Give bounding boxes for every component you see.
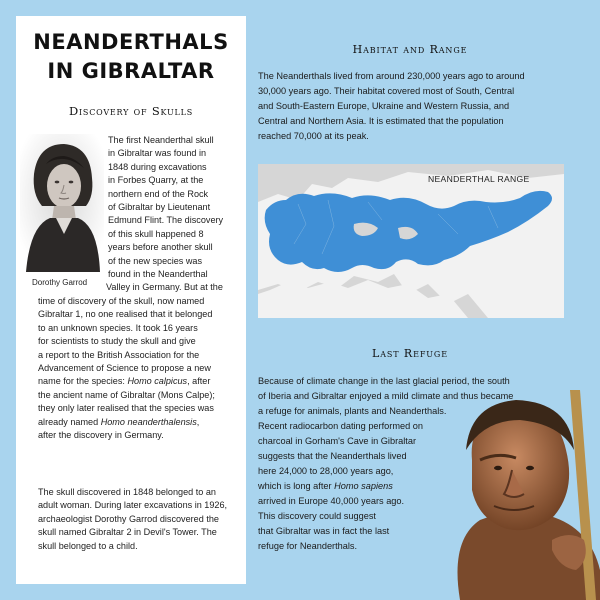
text-line: reached 70,000 at its peak. (258, 131, 369, 141)
text-line: of the new species was (108, 255, 203, 266)
text-line: refuge for Neanderthals. (258, 541, 358, 551)
text-line: of this skull happened 8 (108, 228, 204, 239)
text-line: in Forbes Quarry, at the (108, 175, 204, 186)
text-line: Central and Northern Asia. It is estimated that the population (258, 116, 504, 126)
section-heading-discovery: Discovery of Skulls (68, 104, 194, 118)
map-label: NEANDERTHAL RANGE (428, 174, 530, 184)
text-line: a refuge for animals, plants and Neanderthals. (258, 406, 447, 416)
species-name: Homo neanderthalensis (100, 416, 197, 427)
text-line: charcoal in Gorham's Cave in Gibraltar (258, 436, 417, 446)
text-line: in Gibraltar was found in (108, 148, 207, 159)
text-line: adult woman. During later excavations in 1926, (38, 500, 228, 511)
text-fragment: , after (187, 376, 211, 387)
text-line: and South-Eastern Europe, Ukraine and Western Russia, and (258, 101, 510, 111)
text-line: Valley in Germany. But at the (106, 282, 223, 293)
text-line: Edmund Flint. The discovery (108, 215, 224, 226)
text-line: skull named Gibraltar 2 in Devil's Tower. The (38, 527, 217, 538)
text-fragment: name for the species: (38, 376, 128, 387)
habitat-paragraph (258, 69, 578, 144)
text-line (38, 416, 244, 429)
text-fragment: which is long after (258, 481, 335, 491)
text-fragment: , (196, 416, 200, 427)
text-line: archaeologist Dorothy Garrod discovered the (38, 513, 219, 524)
text-line: Recent radiocarbon dating performed on (258, 421, 423, 431)
refuge-paragraph-narrow (258, 419, 458, 554)
text-line: Advancement of Science to propose a new (38, 363, 211, 374)
text-line: a report to the British Association for the (38, 349, 200, 360)
left-panel (16, 16, 246, 584)
text-line: of Iberia and Gibraltar enjoyed a mild climate and thus became (258, 391, 514, 401)
text-line: to an unknown species. It took 16 years (38, 322, 198, 333)
text-line: This discovery could suggest (258, 511, 376, 521)
text-line: The skull discovered in 1848 belonged to an (38, 487, 216, 497)
skull-paragraph (38, 486, 246, 553)
text-line: 30,000 years ago. Their habitat covered most of South, Central (258, 86, 515, 96)
text-line: years before another skull (108, 242, 213, 253)
text-line: here 24,000 to 28,000 years ago, (258, 466, 394, 476)
title-line-1: NEANDERTHALS (33, 30, 229, 54)
range-map-graphic (258, 164, 564, 318)
text-line: of Gibraltar by Lieutenant (108, 202, 211, 213)
text-line: for scientists to study the skull and give (38, 336, 196, 347)
text-line: time of discovery of the skull, now named (38, 296, 205, 306)
species-name: Homo calpicus (127, 376, 188, 387)
text-line: skull belonged to a child. (38, 540, 138, 551)
text-line: 1848 during excavations (108, 161, 207, 172)
text-line: after the discovery in Germany. (38, 430, 164, 441)
title-line-2: IN GIBRALTAR (47, 59, 215, 83)
page-title (16, 28, 246, 86)
text-line: The Neanderthals lived from around 230,000 years ago to around (258, 71, 525, 81)
text-line: Because of climate change in the last glacial period, the south (258, 376, 510, 386)
text-line: arrived in Europe 40,000 years ago. (258, 496, 405, 506)
section-heading-refuge: Last Refuge (372, 347, 448, 360)
neanderthal-range-map (258, 164, 564, 318)
text-line: northern end of the Rock (108, 188, 209, 199)
text-line (258, 479, 458, 494)
discovery-paragraph-wide (38, 295, 244, 442)
text-line: that Gibraltar was in fact the last (258, 526, 390, 536)
text-fragment: already named (38, 416, 101, 427)
text-line (38, 375, 244, 388)
text-line: found in the Neanderthal (108, 269, 208, 280)
species-name: Homo sapiens (334, 481, 393, 491)
section-heading-habitat: Habitat and Range (352, 43, 468, 56)
text-line: suggests that the Neanderthals lived (258, 451, 407, 461)
dorothy-garrod-portrait (20, 134, 104, 272)
text-line: the ancient name of Gibraltar (Mons Calpe); (38, 389, 215, 400)
portrait-caption: Dorothy Garrod (32, 278, 88, 287)
text-line: they only later realised that the species was (38, 403, 214, 414)
discovery-paragraph-narrow (108, 134, 242, 295)
text-line: The first Neanderthal skull (108, 135, 214, 145)
text-line: Gibraltar 1, no one realised that it belonged (38, 309, 213, 320)
